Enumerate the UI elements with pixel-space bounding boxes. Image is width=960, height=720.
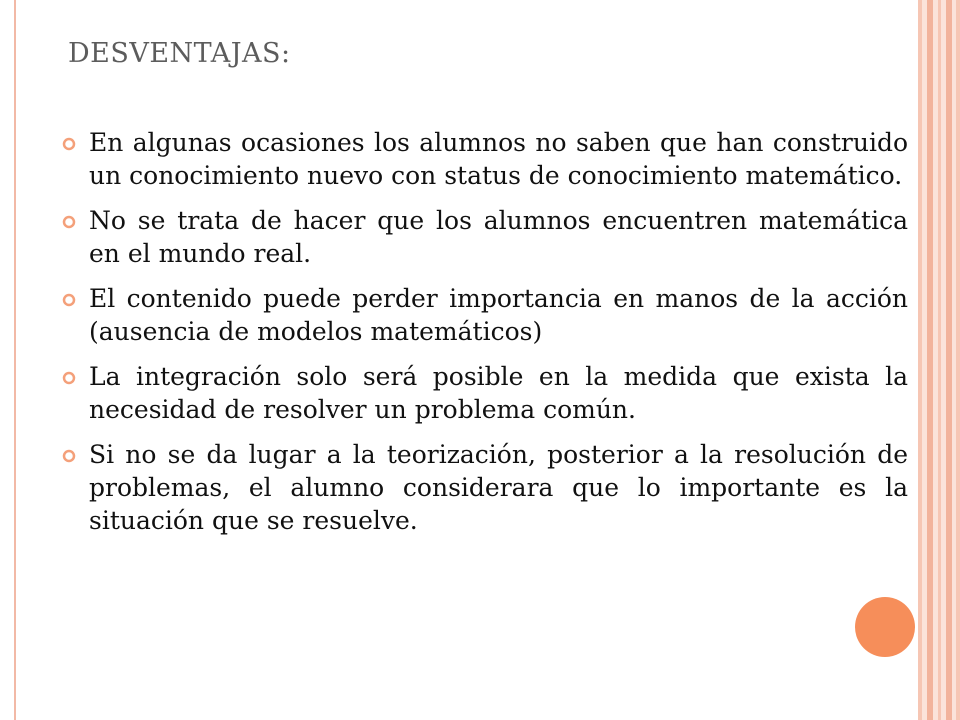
stripe <box>927 0 933 720</box>
stripe <box>938 0 941 720</box>
bullet-text: En algunas ocasiones los alumnos no saben que han construido un conocimiento nuevo con status de conocimiento matemático. <box>89 128 908 190</box>
circle-bullet-icon <box>62 371 76 385</box>
bullet-text: La integración solo será posible en la medida que exista la necesidad de resolver un problema común. <box>89 362 908 424</box>
list-item <box>60 126 908 192</box>
stripe <box>946 0 952 720</box>
stripe <box>956 0 960 720</box>
left-border-decoration <box>0 0 16 720</box>
list-item <box>60 204 908 270</box>
accent-circle <box>855 597 915 657</box>
list-item <box>60 360 908 426</box>
right-stripe-decoration <box>918 0 960 720</box>
circle-bullet-icon <box>62 215 76 229</box>
bullet-list <box>60 126 908 549</box>
list-item <box>60 438 908 537</box>
circle-bullet-icon <box>62 137 76 151</box>
stripe <box>918 0 922 720</box>
list-item <box>60 282 908 348</box>
circle-bullet-icon <box>62 449 76 463</box>
bullet-text: El contenido puede perder importancia en manos de la acción (ausencia de modelos matemáticos) <box>89 284 908 346</box>
bullet-text: Si no se da lugar a la teorización, posterior a la resolución de problemas, el alumno considerara que lo importante es la situación que se resuelve. <box>89 440 908 535</box>
circle-bullet-icon <box>62 293 76 307</box>
slide-title: DESVENTAJAS: <box>68 38 291 69</box>
bullet-text: No se trata de hacer que los alumnos encuentren matemática en el mundo real. <box>89 206 908 268</box>
